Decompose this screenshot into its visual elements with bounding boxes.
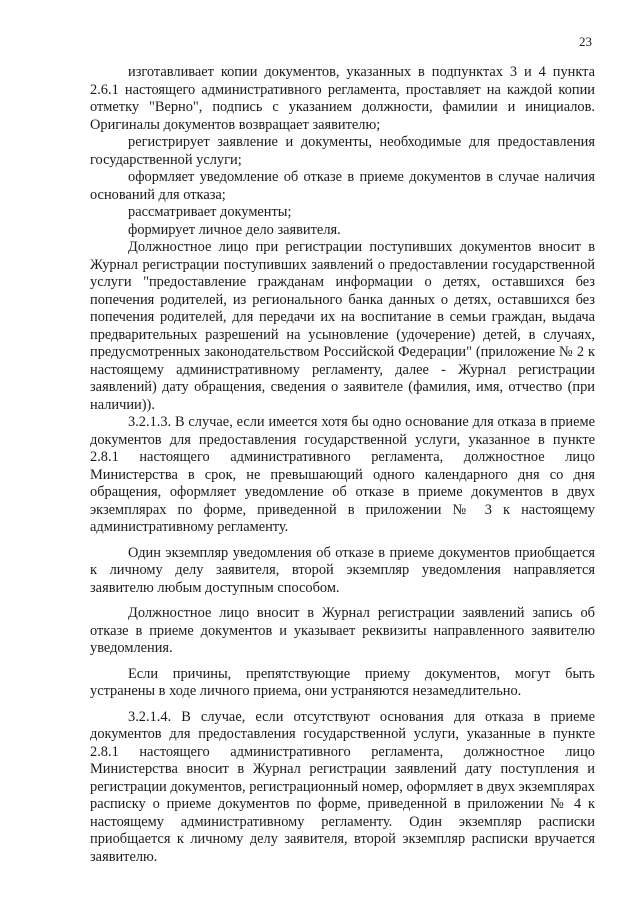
paragraph-notice-copies: Один экземпляр уведомления об отказе в приеме документов приобщается к личному делу заявителя, второй экземпляр уведомления направляется заявителю любым доступным способом. xyxy=(90,544,595,596)
paragraph-eliminate-reasons: Если причины, препятствующие приему документов, могут быть устранены в ходе личного приема, они устраняются незамедлительно. xyxy=(90,665,595,699)
document-body xyxy=(90,64,595,866)
page-number: 23 xyxy=(579,34,592,49)
paragraph-personal-file: формирует личное дело заявителя. xyxy=(128,221,341,238)
paragraph-copies: изготавливает копии документов, указанных в подпунктах 3 и 4 пункта 2.6.1 настоящего административного регламента, проставляет на каждой копии отметку "Верно", подпись с указанием должности, фамилии и инициалов. Оригиналы документов возвращает заявителю; xyxy=(90,64,595,133)
paragraph-reviews: рассматривает документы; xyxy=(128,204,292,220)
paragraph-3-2-1-3: 3.2.1.3. В случае, если имеется хотя бы одно основание для отказа в приеме документов для предоставления государственной услуги, указанное в пункте 2.8.1 настоящего административного регламента, должностное лицо Министерства в срок, не превышающий одного календарного дня со дня обращения, оформляет уведомление об отказе в приеме документов в двух экземплярах по форме, приведенной в приложении № 3 к настоящему административному регламенту. xyxy=(90,414,595,535)
paragraph-refusal-record: Должностное лицо вносит в Журнал регистрации заявлений запись об отказе в приеме документов и указывает реквизиты направленного заявителю уведомления. xyxy=(90,605,595,656)
paragraph-3-2-1-4: 3.2.1.4. В случае, если отсутствуют основания для отказа в приеме документов для предоставления государственной услуги, указанные в пункте 2.8.1 настоящего административного регламента, должностное лицо Министерства вносит в Журнал регистрации заявлений дату поступления и регистрации документов, регистрационный номер, оформляет в двух экземплярах расписку о приеме документов по форме, приведенной в приложении № 4 к настоящему административному регламенту. Один экземпляр расписки приобщается к личному делу заявителя, второй экземпляр расписки вручается заявителю. xyxy=(90,708,595,865)
paragraph-refusal-notice: оформляет уведомление об отказе в приеме документов в случае наличия оснований для отказа; xyxy=(90,169,595,203)
paragraph-journal-entry: Должностное лицо при регистрации поступивших документов вносит в Журнал регистрации поступивших заявлений о предоставлении государственной услуги "предоставление гражданам информации о детях, оставшихся без попечения родителей, из регионального банка данных о детях, оставшихся без попечения родителей, для передачи их на воспитание в семьи граждан, выдача предварительных разрешений на усыновление (удочерение) детей, в случаях, предусмотренных законодательством Российской Федерации" (приложение № 2 к настоящему административному регламенту, далее - Журнал регистрации заявлений) дату обращения, сведения о заявителе (фамилия, имя, отчество (при наличии)). xyxy=(90,239,595,413)
paragraph-registers: регистрирует заявление и документы, необходимые для предоставления государственной услуги; xyxy=(90,134,595,168)
